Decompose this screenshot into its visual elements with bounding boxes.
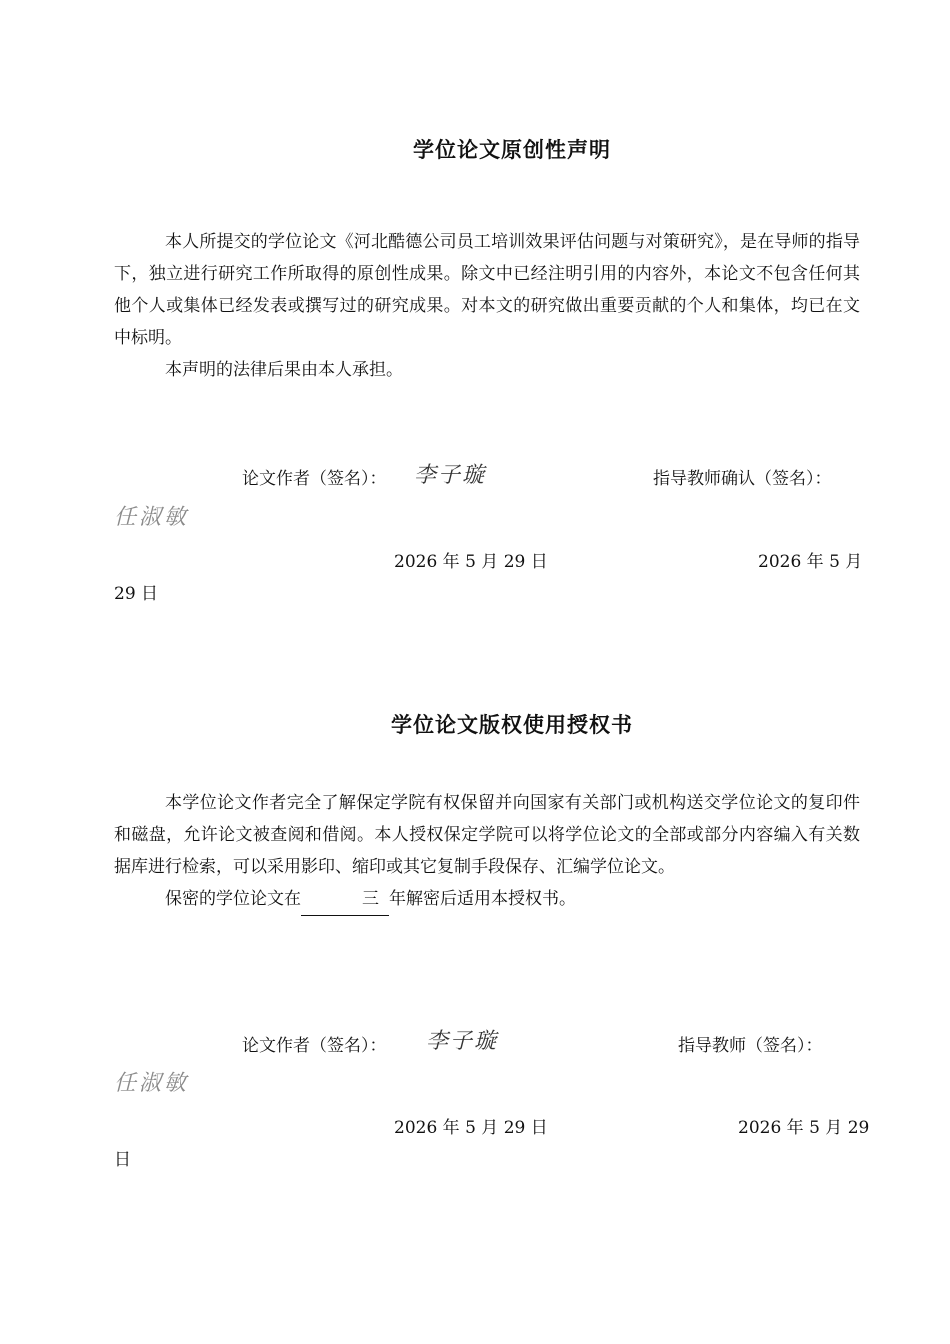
authorization-author-label: 论文作者（签名）： [242,1036,387,1056]
declaration-advisor-signature: 任淑敏 [114,505,190,530]
authorization-title: 学位论文版权使用授权书 [391,713,633,737]
secrecy-years-field: 三 [301,883,389,916]
authorization-advisor-signature: 任淑敏 [114,1071,190,1096]
authorization-paragraph: 本学位论文作者完全了解保定学院有权保留并向国家有关部门或机构送交学位论文的复印件和磁盘，允许论文被查阅和借阅。本人授权保定学院可以将学位论文的全部或部分内容编入有关数据库进行检索，可以采用影印、缩印或其它复制手段保存、汇编学位论文。 [114,793,860,877]
authorization-advisor-label: 指导教师（签名）： [678,1036,823,1056]
declaration-advisor-label: 指导教师确认（签名）： [653,469,832,489]
declaration-advisor-date: 2026 年 5 月 [758,552,863,572]
authorization-author-date: 2026 年 5 月 29 日 [394,1118,548,1138]
declaration-author-date: 2026 年 5 月 29 日 [394,552,548,572]
secrecy-statement [114,883,860,916]
secrecy-prefix: 保密的学位论文在 [165,889,301,909]
authorization-advisor-date-continued: 日 [114,1150,131,1170]
declaration-author-label: 论文作者（签名）： [242,469,387,489]
declaration-advisor-date-continued: 29 日 [114,584,159,604]
authorization-author-signature: 李子璇 [426,1029,499,1054]
declaration-paragraph-1: 本人所提交的学位论文《河北酷德公司员工培训效果评估问题与对策研究》，是在导师的指导下，独立进行研究工作所取得的原创性成果。除文中已经注明引用的内容外，本论文不包含任何其他个人或集体已经发表或撰写过的研究成果。对本文的研究做出重要贡献的个人和集体，均已在文中标明。 [114,232,860,348]
declaration-title: 学位论文原创性声明 [413,138,611,162]
authorization-advisor-date: 2026 年 5 月 29 [738,1118,870,1138]
secrecy-suffix: 年解密后适用本授权书。 [389,889,576,909]
authorization-body [114,787,860,916]
declaration-body [114,226,860,386]
declaration-author-signature: 李子璇 [414,463,487,488]
declaration-paragraph-2: 本声明的法律后果由本人承担。 [165,360,403,380]
